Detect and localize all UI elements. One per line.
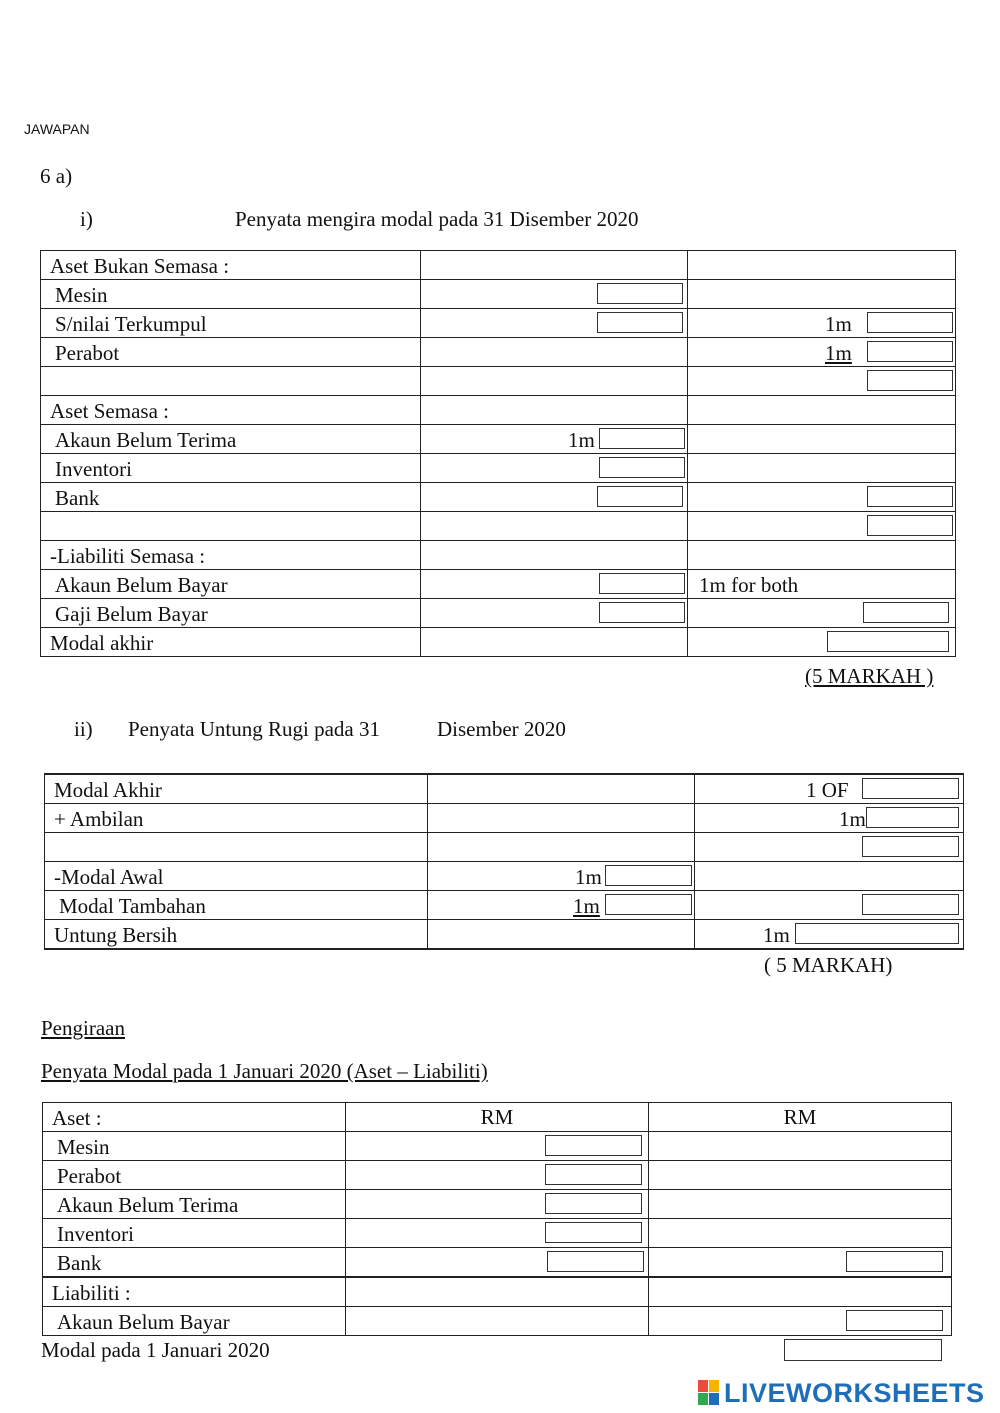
modal-awal-total-input[interactable] — [784, 1339, 942, 1361]
mark-label: 1m — [825, 312, 852, 336]
non-current-total-input[interactable] — [867, 370, 953, 391]
part1-title: Penyata mengira modal pada 31 Disember 2020 — [235, 207, 639, 231]
ambilan-input[interactable] — [866, 807, 959, 828]
calc-akaun-belum-terima-input[interactable] — [545, 1193, 642, 1214]
calc-mesin-input[interactable] — [545, 1135, 642, 1156]
liveworksheets-icon — [698, 1380, 720, 1406]
row-label: Akaun Belum Bayar — [57, 1310, 230, 1334]
part1-marks-total: (5 MARKAH ) — [805, 664, 934, 688]
row-label: Akaun Belum Terima — [55, 428, 237, 452]
mark-label: 1m — [839, 807, 866, 831]
row-label: + Ambilan — [54, 807, 144, 831]
mark-label: 1m for both — [699, 573, 799, 597]
part2-marks-total: ( 5 MARKAH) — [764, 953, 893, 977]
column-header-rm: RM — [649, 1103, 952, 1132]
part1-number: i) — [80, 207, 93, 231]
mesin-net-input[interactable] — [867, 312, 953, 333]
mark-label: 1m — [575, 865, 602, 889]
row-label: Mesin — [55, 283, 108, 307]
calc-perabot-input[interactable] — [545, 1164, 642, 1185]
part2-title-date: Disember 2020 — [437, 717, 566, 741]
column-header-rm: RM — [346, 1103, 649, 1132]
row-label: Gaji Belum Bayar — [55, 602, 208, 626]
row-label: S/nilai Terkumpul — [55, 312, 207, 336]
brand-name: LIVEWORKSHEETS — [724, 1377, 985, 1408]
row-label: Akaun Belum Terima — [57, 1193, 239, 1217]
modal-awal-input[interactable] — [605, 865, 692, 886]
row-label: Mesin — [57, 1135, 110, 1159]
row-label: Modal Tambahan — [59, 894, 206, 918]
calc-title: Penyata Modal pada 1 Januari 2020 (Aset – Liabiliti) — [41, 1059, 488, 1083]
profit-loss-table — [44, 773, 964, 950]
row-label: Perabot — [55, 341, 120, 365]
row-label: Aset Bukan Semasa : — [50, 254, 230, 278]
calc-inventori-input[interactable] — [545, 1222, 642, 1243]
row-label: Liabiliti : — [52, 1281, 131, 1305]
sum-input[interactable] — [862, 836, 959, 857]
calc-akaun-belum-bayar-input[interactable] — [846, 1310, 943, 1331]
row-label: -Liabiliti Semasa : — [50, 544, 206, 568]
liveworksheets-logo — [698, 1378, 985, 1408]
modal-total-input[interactable] — [862, 894, 959, 915]
subtotal-input[interactable] — [867, 515, 953, 536]
row-label: Bank — [55, 486, 100, 510]
row-label: Inventori — [55, 457, 132, 481]
row-label: Bank — [57, 1251, 102, 1275]
untung-bersih-input[interactable] — [795, 923, 959, 944]
question-number: 6 a) — [40, 164, 73, 188]
gaji-belum-bayar-input[interactable] — [599, 602, 685, 623]
row-label: Modal Akhir — [54, 778, 162, 802]
akaun-belum-bayar-input[interactable] — [599, 573, 685, 594]
mark-label: 1 OF — [806, 778, 849, 802]
perabot-input[interactable] — [867, 341, 953, 362]
mark-label: 1m — [825, 341, 852, 365]
part2-number: ii) — [74, 717, 93, 741]
mark-label: 1m — [568, 428, 595, 452]
modal-tambahan-input[interactable] — [605, 894, 692, 915]
row-label: Aset Semasa : — [50, 399, 169, 423]
row-label: Akaun Belum Bayar — [55, 573, 228, 597]
capital-statement-table — [40, 250, 956, 657]
row-label: Inventori — [57, 1222, 134, 1246]
opening-capital-table — [42, 1102, 952, 1336]
calc-footer-label: Modal pada 1 Januari 2020 — [41, 1338, 270, 1362]
current-assets-input[interactable] — [867, 486, 953, 507]
calc-bank-input[interactable] — [547, 1251, 644, 1272]
row-label: Aset : — [52, 1106, 102, 1130]
mark-label: 1m — [573, 894, 600, 918]
liabilities-total-input[interactable] — [863, 602, 949, 623]
snilai-input[interactable] — [597, 312, 683, 333]
mark-label: 1m — [763, 923, 790, 947]
mesin-input[interactable] — [597, 283, 683, 304]
bank-input[interactable] — [597, 486, 683, 507]
inventori-input[interactable] — [599, 457, 685, 478]
calc-heading: Pengiraan — [41, 1016, 125, 1040]
row-label: Perabot — [57, 1164, 122, 1188]
row-label: Modal akhir — [50, 631, 154, 655]
modal-akhir-pl-input[interactable] — [862, 778, 959, 799]
modal-akhir-input[interactable] — [827, 631, 949, 652]
row-label: Untung Bersih — [54, 923, 178, 947]
row-label: -Modal Awal — [54, 865, 164, 889]
page-heading: JAWAPAN — [24, 121, 90, 137]
calc-total-assets-input[interactable] — [846, 1251, 943, 1272]
part2-title: Penyata Untung Rugi pada 31 — [128, 717, 380, 741]
akaun-belum-terima-input[interactable] — [599, 428, 685, 449]
